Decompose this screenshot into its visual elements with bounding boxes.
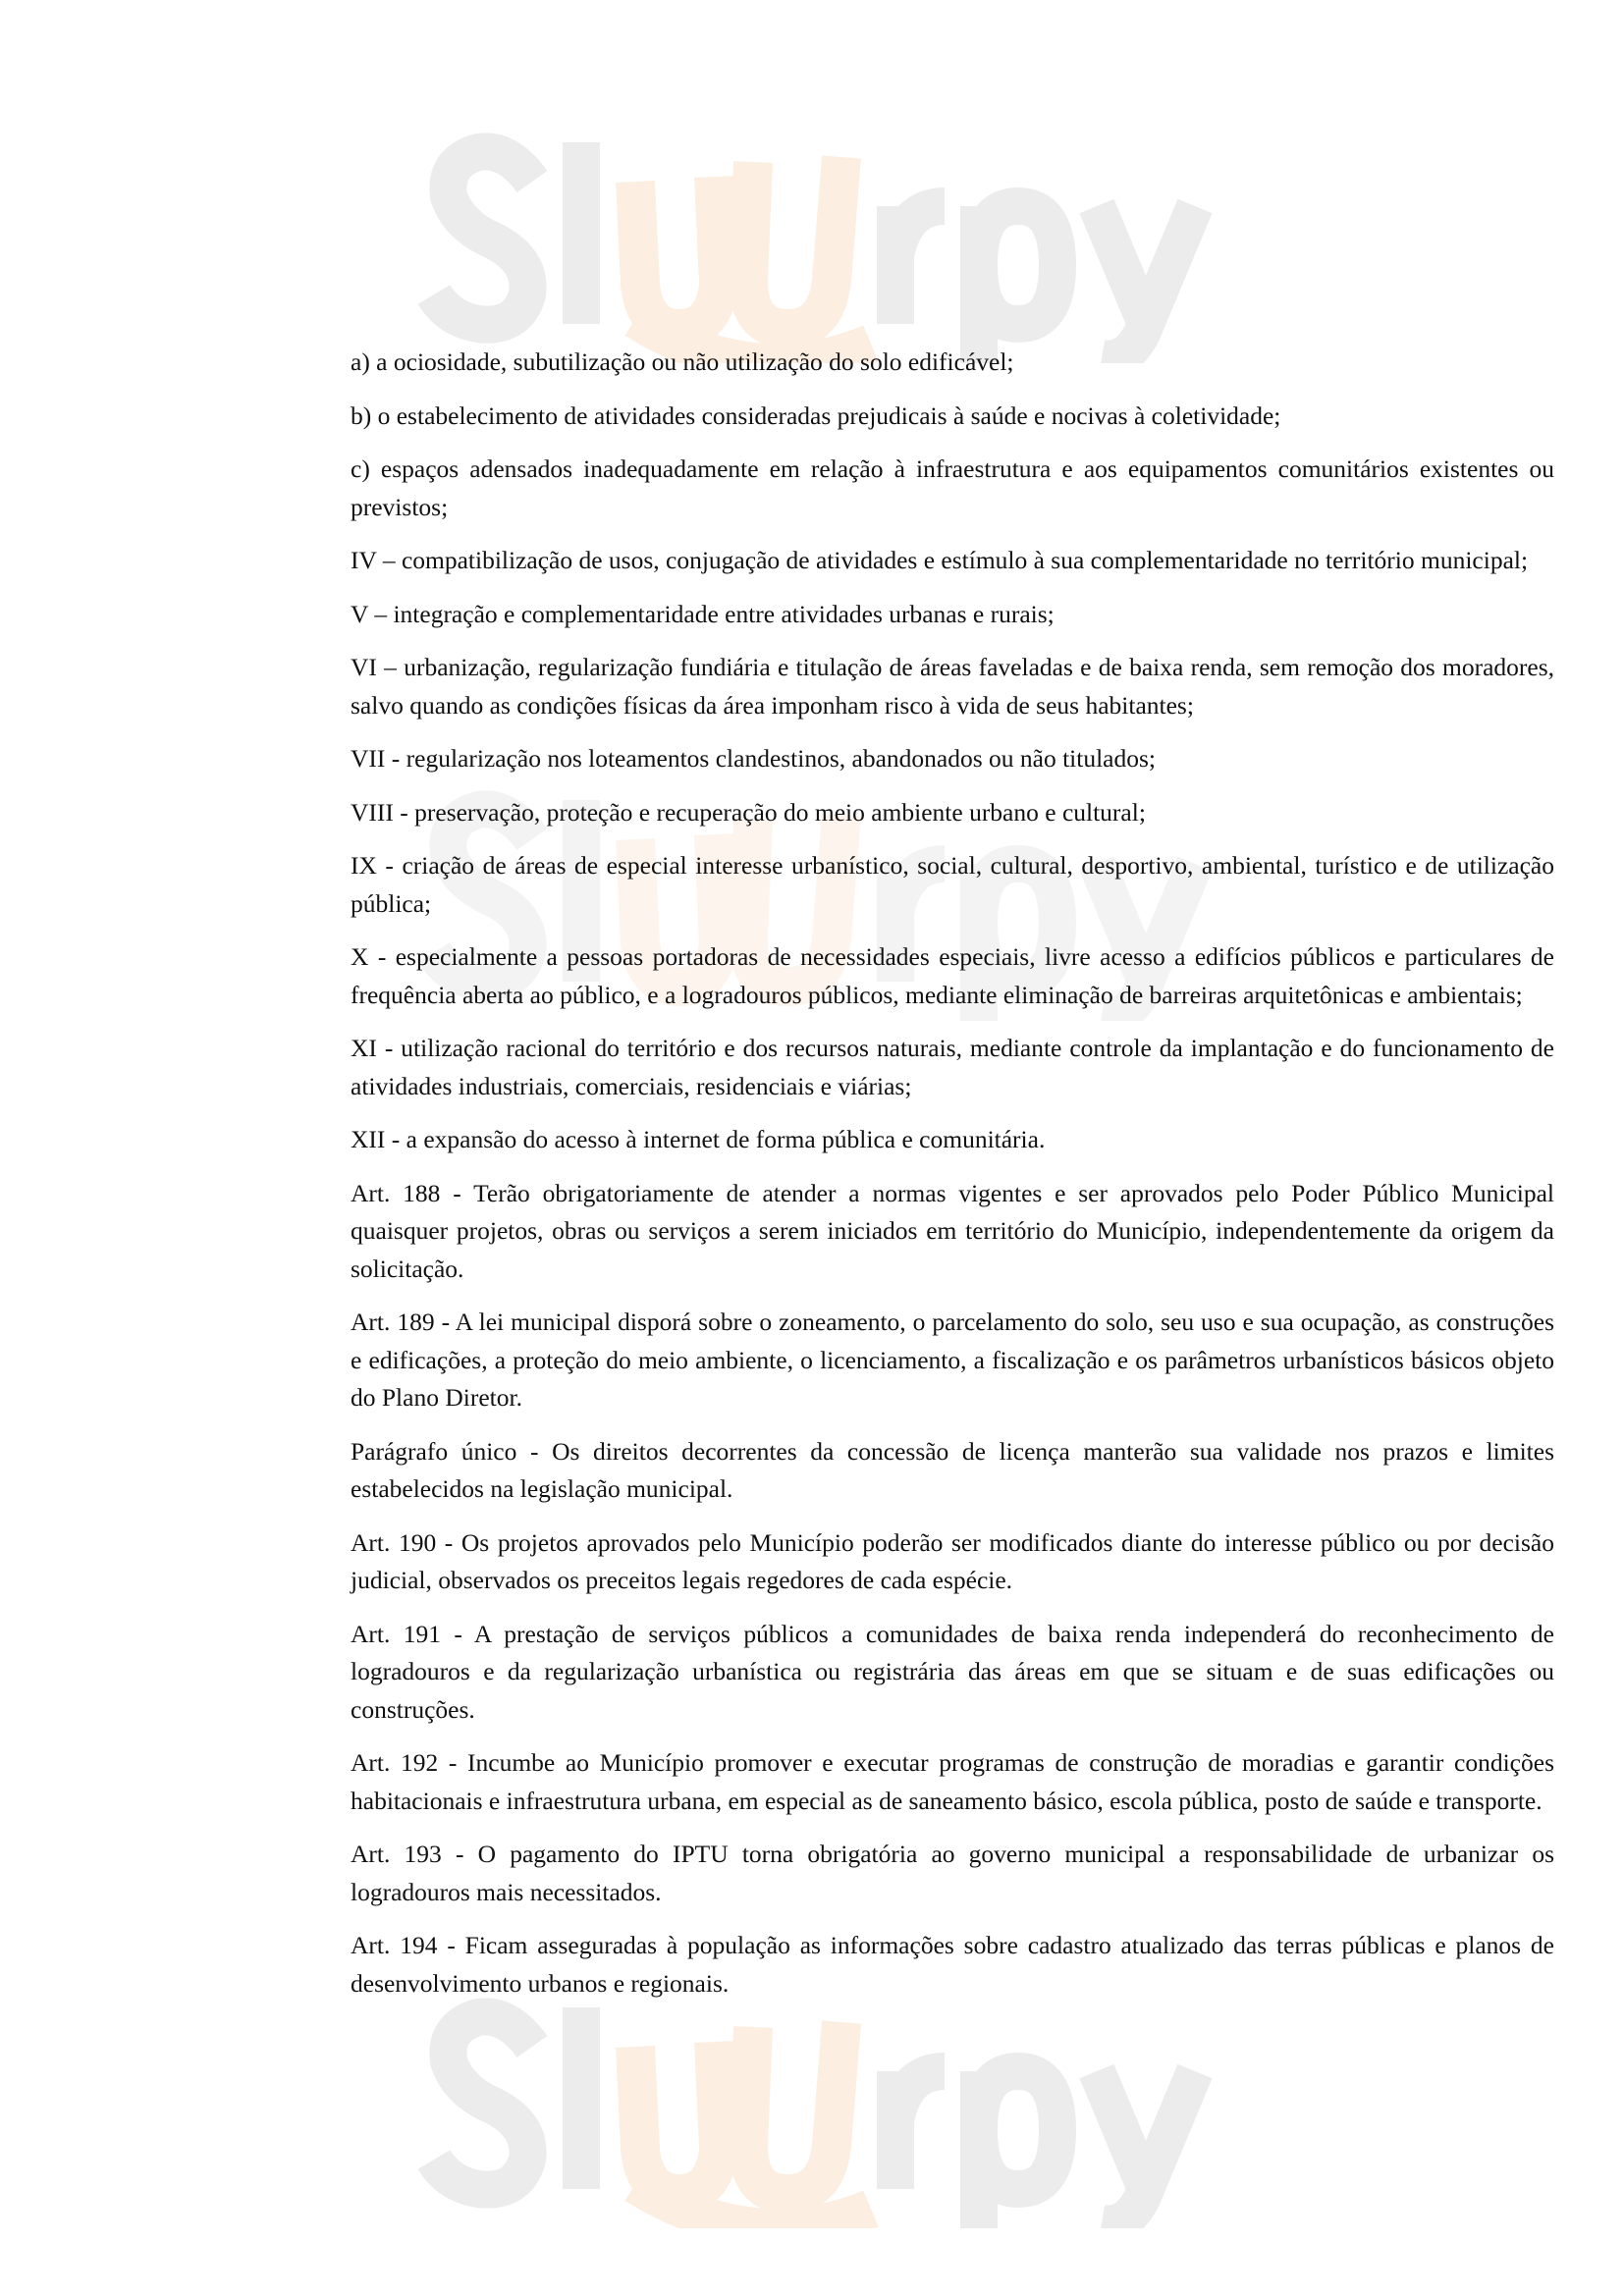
paragraph-a: a) a ociosidade, subutilização ou não utilização do solo edificável;	[351, 347, 1014, 376]
sluurpy-logo	[321, 108, 1303, 363]
article-191: Art. 191 - A prestação de serviços públicos a comunidades de baixa renda independerá do reconhecimento de logradouros e da regularização urbanística ou registrária das áreas em que se situam e de suas edificações ou construções.	[351, 1619, 1554, 1724]
paragraph-xii: XII - a expansão do acesso à internet de forma pública e comunitária.	[351, 1125, 1046, 1153]
paragrafo-unico: Parágrafo único - Os direitos decorrentes da concessão de licença manterão sua validade nos prazos e limites estabelecidos na legislação municipal.	[351, 1436, 1554, 1503]
paragraph-x: X - especialmente a pessoas portadoras de necessidades especiais, livre acesso a edifícios públicos e particulares de frequência aberta ao público, e a logradouros públicos, mediante eliminação de barreiras arquitetônicas e ambientais;	[351, 942, 1554, 1009]
paragraph-v: V – integração e complementaridade entre atividades urbanas e rurais;	[351, 599, 1055, 628]
paragraph-ix: IX - criação de áreas de especial interesse urbanístico, social, cultural, desportivo, ambiental, turístico e de utilização pública;	[351, 851, 1554, 918]
paragraph-c: c) espaços adensados inadequadamente em relação à infraestrutura e aos equipamentos comunitários existentes ou previstos;	[351, 454, 1554, 521]
paragraph-vii: VII - regularização nos loteamentos clandestinos, abandonados ou não titulados;	[351, 744, 1157, 773]
paragraph-vi: VI – urbanização, regularização fundiária e titulação de áreas faveladas e de baixa renda, sem remoção dos moradores, salvo quando as condições físicas da área imponham risco à vida de seus habitantes;	[351, 653, 1554, 720]
article-192: Art. 192 - Incumbe ao Município promover e executar programas de construção de moradias e garantir condições habitacionais e infraestrutura urbana, em especial as de saneamento básico, escola pública, posto de saúde e transporte.	[351, 1748, 1554, 1815]
article-189: Art. 189 - A lei municipal disporá sobre o zoneamento, o parcelamento do solo, seu uso e sua ocupação, as construções e edificações, a proteção do meio ambiente, o licenciamento, a fiscalização e os parâmetros urbanísticos básicos objeto do Plano Diretor.	[351, 1308, 1554, 1412]
article-190: Art. 190 - Os projetos aprovados pelo Município poderão ser modificados diante do interesse público ou por decisão judicial, observados os preceitos legais regedores de cada espécie.	[351, 1527, 1554, 1594]
paragraph-xi: XI - utilização racional do território e dos recursos naturais, mediante controle da implantação e do funcionamento de atividades industriais, comerciais, residenciais e viárias;	[351, 1034, 1554, 1100]
paragraph-iv: IV – compatibilização de usos, conjugação de atividades e estímulo à sua complementaridade no território municipal;	[351, 546, 1529, 574]
article-193: Art. 193 - O pagamento do IPTU torna obrigatória ao governo municipal a responsabilidade de urbanizar os logradouros mais necessitados.	[351, 1840, 1554, 1906]
sluurpy-watermark-top	[0, 108, 1624, 363]
article-188: Art. 188 - Terão obrigatoriamente de atender a normas vigentes e ser aprovados pelo Poder Público Municipal quaisquer projetos, obras ou serviços a serem iniciados em território do Município, independentemente da origem da solicitação.	[351, 1178, 1554, 1283]
document-body	[351, 344, 1554, 2018]
paragraph-b: b) o estabelecimento de atividades consideradas prejudicais à saúde e nocivas à coletividade;	[351, 400, 1281, 430]
article-194: Art. 194 - Ficam asseguradas à população as informações sobre cadastro atualizado das terras públicas e planos de desenvolvimento urbanos e regionais.	[351, 1931, 1554, 1998]
paragraph-viii: VIII - preservação, proteção e recuperação do meio ambiente urbano e cultural;	[351, 797, 1146, 827]
